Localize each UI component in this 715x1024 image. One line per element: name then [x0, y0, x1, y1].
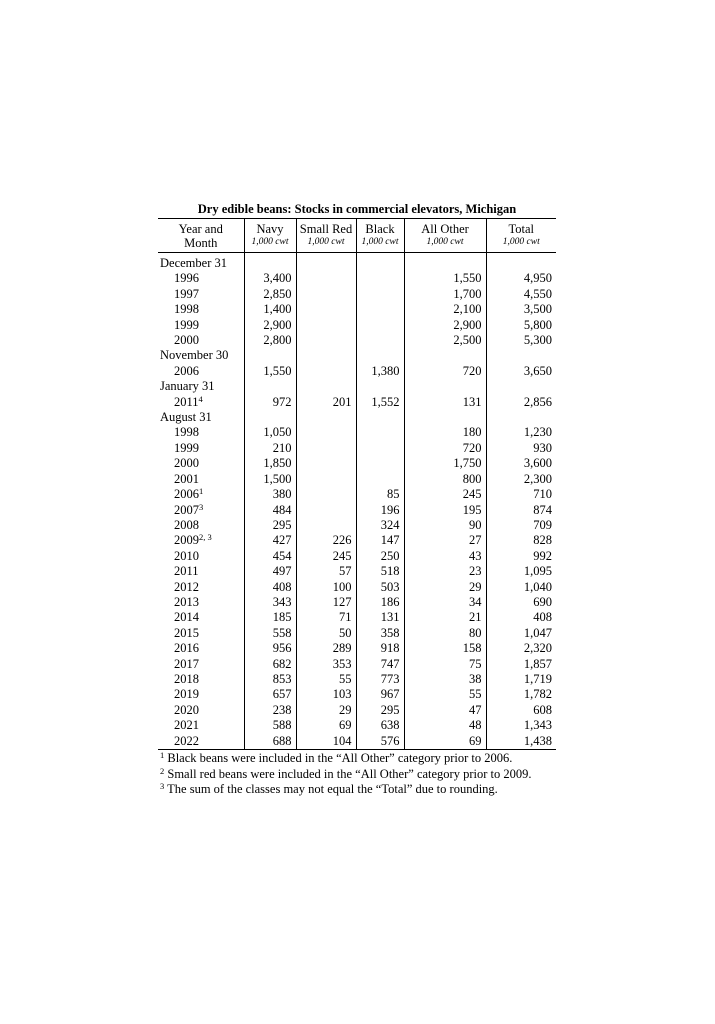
footnote — [158, 782, 556, 798]
small-red-cell: 71 — [296, 610, 356, 625]
total-cell: 1,040 — [486, 580, 556, 595]
small-red-cell: 226 — [296, 533, 356, 548]
all-other-cell: 720 — [404, 441, 486, 456]
empty-cell — [296, 379, 356, 394]
year-label: 2014 — [174, 610, 199, 625]
all-other-cell: 720 — [404, 364, 486, 379]
total-cell: 1,230 — [486, 425, 556, 440]
year-cell — [158, 487, 244, 502]
header-year-month: Year and Month — [158, 219, 244, 253]
navy-cell: 497 — [244, 564, 296, 579]
all-other-cell: 48 — [404, 718, 486, 733]
black-cell — [356, 287, 404, 302]
table-row — [158, 533, 556, 548]
navy-cell: 454 — [244, 549, 296, 564]
small-red-cell: 201 — [296, 395, 356, 410]
year-label: 2001 — [174, 471, 199, 486]
year-cell — [158, 672, 244, 687]
small-red-cell — [296, 287, 356, 302]
all-other-cell: 80 — [404, 626, 486, 641]
year-cell — [158, 472, 244, 487]
navy-cell: 1,400 — [244, 302, 296, 317]
year-cell — [158, 734, 244, 750]
empty-cell — [404, 348, 486, 363]
year-cell — [158, 687, 244, 702]
total-cell: 1,719 — [486, 672, 556, 687]
footnote-number: 2 — [160, 765, 165, 776]
total-cell: 709 — [486, 518, 556, 533]
table-title: Dry edible beans: Stocks in commercial elevators, Michigan — [197, 202, 517, 216]
year-cell — [158, 564, 244, 579]
unit-label: 1,000 cwt — [307, 237, 345, 247]
black-cell: 324 — [356, 518, 404, 533]
year-cell — [158, 718, 244, 733]
small-red-cell: 353 — [296, 657, 356, 672]
table-row — [158, 503, 556, 518]
black-cell: 503 — [356, 580, 404, 595]
stocks-table — [158, 218, 556, 750]
total-cell: 4,950 — [486, 271, 556, 286]
year-label: 2007 — [174, 502, 199, 517]
group-label: November 30 — [160, 348, 229, 363]
navy-cell: 588 — [244, 718, 296, 733]
small-red-cell — [296, 456, 356, 471]
table-row — [158, 595, 556, 610]
empty-cell — [356, 348, 404, 363]
total-cell: 5,300 — [486, 333, 556, 348]
table-row — [158, 333, 556, 348]
total-cell: 3,650 — [486, 364, 556, 379]
black-cell: 250 — [356, 549, 404, 564]
unit-label: 1,000 cwt — [502, 237, 540, 247]
navy-cell: 682 — [244, 657, 296, 672]
navy-cell: 558 — [244, 626, 296, 641]
navy-cell: 1,850 — [244, 456, 296, 471]
table-row — [158, 425, 556, 440]
empty-cell — [486, 348, 556, 363]
all-other-cell: 21 — [404, 610, 486, 625]
empty-cell — [404, 379, 486, 394]
year-label: 2012 — [174, 579, 199, 594]
table-row — [158, 672, 556, 687]
footnote — [158, 751, 556, 767]
empty-cell — [244, 379, 296, 394]
all-other-cell: 34 — [404, 595, 486, 610]
small-red-cell: 69 — [296, 718, 356, 733]
navy-cell: 956 — [244, 641, 296, 656]
black-cell: 576 — [356, 734, 404, 750]
small-red-cell — [296, 302, 356, 317]
table-row — [158, 626, 556, 641]
navy-cell: 657 — [244, 687, 296, 702]
year-label: 2013 — [174, 594, 199, 609]
small-red-cell — [296, 503, 356, 518]
group-label: December 31 — [160, 256, 227, 270]
navy-cell: 1,550 — [244, 364, 296, 379]
footnote-mark: 1 — [199, 486, 204, 497]
black-cell: 186 — [356, 595, 404, 610]
black-cell — [356, 333, 404, 348]
black-cell — [356, 318, 404, 333]
year-cell — [158, 456, 244, 471]
year-cell — [158, 271, 244, 286]
all-other-cell: 2,500 — [404, 333, 486, 348]
all-other-cell: 55 — [404, 687, 486, 702]
header-black: Black 1,000 cwt — [356, 219, 404, 253]
table-row — [158, 518, 556, 533]
small-red-cell — [296, 271, 356, 286]
total-cell: 992 — [486, 549, 556, 564]
group-row — [158, 348, 556, 363]
unit-label: 1,000 cwt — [251, 237, 289, 247]
all-other-cell: 158 — [404, 641, 486, 656]
header-row — [158, 219, 556, 253]
year-label: 2008 — [174, 517, 199, 532]
navy-cell: 1,050 — [244, 425, 296, 440]
small-red-cell: 100 — [296, 580, 356, 595]
total-cell: 1,438 — [486, 734, 556, 750]
all-other-cell: 38 — [404, 672, 486, 687]
empty-cell — [404, 253, 486, 272]
table-row — [158, 687, 556, 702]
table-row — [158, 641, 556, 656]
black-cell — [356, 441, 404, 456]
black-cell: 518 — [356, 564, 404, 579]
table-body — [158, 253, 556, 750]
black-cell: 918 — [356, 641, 404, 656]
navy-cell: 972 — [244, 395, 296, 410]
header-navy: Navy 1,000 cwt — [244, 219, 296, 253]
table-row — [158, 472, 556, 487]
table-row — [158, 703, 556, 718]
all-other-cell: 1,700 — [404, 287, 486, 302]
year-label: 1997 — [174, 286, 199, 301]
black-cell: 967 — [356, 687, 404, 702]
black-cell: 1,552 — [356, 395, 404, 410]
empty-cell — [296, 410, 356, 425]
black-cell: 147 — [356, 533, 404, 548]
total-cell: 710 — [486, 487, 556, 502]
year-label: 2022 — [174, 733, 199, 748]
total-cell: 2,856 — [486, 395, 556, 410]
all-other-cell: 245 — [404, 487, 486, 502]
small-red-cell: 103 — [296, 687, 356, 702]
empty-cell — [486, 410, 556, 425]
year-cell — [158, 549, 244, 564]
navy-cell: 3,400 — [244, 271, 296, 286]
year-label: 1996 — [174, 271, 199, 286]
small-red-cell — [296, 472, 356, 487]
footnote-mark: 4 — [198, 393, 203, 404]
black-cell: 638 — [356, 718, 404, 733]
year-cell — [158, 287, 244, 302]
black-cell — [356, 302, 404, 317]
navy-cell: 1,500 — [244, 472, 296, 487]
footnote-mark: 2, 3 — [199, 532, 212, 543]
year-cell — [158, 610, 244, 625]
navy-cell: 2,850 — [244, 287, 296, 302]
navy-cell: 2,800 — [244, 333, 296, 348]
all-other-cell: 2,100 — [404, 302, 486, 317]
all-other-cell: 2,900 — [404, 318, 486, 333]
group-row — [158, 410, 556, 425]
all-other-cell: 27 — [404, 533, 486, 548]
total-cell: 408 — [486, 610, 556, 625]
table-row — [158, 441, 556, 456]
total-cell: 608 — [486, 703, 556, 718]
all-other-cell: 195 — [404, 503, 486, 518]
total-cell: 690 — [486, 595, 556, 610]
table-row — [158, 456, 556, 471]
year-cell — [158, 302, 244, 317]
navy-cell: 238 — [244, 703, 296, 718]
empty-cell — [356, 379, 404, 394]
table-row — [158, 302, 556, 317]
year-cell — [158, 533, 244, 548]
year-label: 2018 — [174, 671, 199, 686]
year-label: 1998 — [174, 425, 199, 440]
total-cell: 828 — [486, 533, 556, 548]
empty-cell — [486, 379, 556, 394]
year-label: 2011 — [174, 564, 199, 579]
group-label: August 31 — [160, 410, 212, 425]
navy-cell: 210 — [244, 441, 296, 456]
empty-cell — [356, 253, 404, 272]
empty-cell — [296, 348, 356, 363]
year-cell — [158, 395, 244, 410]
group-row — [158, 379, 556, 394]
navy-cell: 484 — [244, 503, 296, 518]
black-cell: 85 — [356, 487, 404, 502]
total-cell: 1,095 — [486, 564, 556, 579]
header-all-other: All Other 1,000 cwt — [404, 219, 486, 253]
year-label: 2020 — [174, 702, 199, 717]
total-cell: 1,782 — [486, 687, 556, 702]
table-row — [158, 271, 556, 286]
header-small-red: Small Red 1,000 cwt — [296, 219, 356, 253]
all-other-cell: 90 — [404, 518, 486, 533]
navy-cell: 185 — [244, 610, 296, 625]
year-cell — [158, 425, 244, 440]
navy-cell: 853 — [244, 672, 296, 687]
all-other-cell: 180 — [404, 425, 486, 440]
year-label: 2006 — [174, 363, 199, 378]
small-red-cell: 245 — [296, 549, 356, 564]
all-other-cell: 29 — [404, 580, 486, 595]
black-cell — [356, 472, 404, 487]
footnote-number: 1 — [160, 750, 165, 760]
small-red-cell — [296, 425, 356, 440]
table-row — [158, 610, 556, 625]
footnote-text: The sum of the classes may not equal the “Total” due to rounding. — [167, 782, 498, 796]
all-other-cell: 1,550 — [404, 271, 486, 286]
footnote-text: Small red beans were included in the “All Other” category prior to 2009. — [167, 766, 532, 781]
table-row — [158, 734, 556, 750]
black-cell: 747 — [356, 657, 404, 672]
year-label: 2000 — [174, 333, 199, 348]
small-red-cell: 289 — [296, 641, 356, 656]
total-cell: 2,320 — [486, 641, 556, 656]
small-red-cell — [296, 518, 356, 533]
year-label: 2019 — [174, 687, 199, 702]
year-cell — [158, 333, 244, 348]
footnote — [158, 767, 556, 783]
year-cell — [158, 657, 244, 672]
navy-cell: 343 — [244, 595, 296, 610]
year-cell — [158, 318, 244, 333]
total-cell: 1,047 — [486, 626, 556, 641]
all-other-cell: 800 — [404, 472, 486, 487]
table-row — [158, 318, 556, 333]
black-cell: 196 — [356, 503, 404, 518]
small-red-cell — [296, 441, 356, 456]
all-other-cell: 1,750 — [404, 456, 486, 471]
header-total: Total 1,000 cwt — [486, 219, 556, 253]
black-cell: 358 — [356, 626, 404, 641]
black-cell — [356, 271, 404, 286]
navy-cell: 2,900 — [244, 318, 296, 333]
year-cell — [158, 626, 244, 641]
all-other-cell: 23 — [404, 564, 486, 579]
small-red-cell: 57 — [296, 564, 356, 579]
black-cell — [356, 425, 404, 440]
navy-cell: 408 — [244, 580, 296, 595]
table-row — [158, 364, 556, 379]
total-cell: 2,300 — [486, 472, 556, 487]
empty-cell — [244, 410, 296, 425]
table-row — [158, 395, 556, 410]
total-cell: 4,550 — [486, 287, 556, 302]
year-label: 1999 — [174, 440, 199, 455]
empty-cell — [486, 253, 556, 272]
year-label: 2009 — [174, 533, 199, 548]
year-cell — [158, 595, 244, 610]
small-red-cell — [296, 487, 356, 502]
all-other-cell: 43 — [404, 549, 486, 564]
navy-cell: 427 — [244, 533, 296, 548]
year-cell — [158, 703, 244, 718]
navy-cell: 688 — [244, 734, 296, 750]
black-cell: 773 — [356, 672, 404, 687]
small-red-cell: 55 — [296, 672, 356, 687]
year-label: 2021 — [174, 718, 199, 733]
black-cell — [356, 456, 404, 471]
empty-cell — [404, 410, 486, 425]
table-row — [158, 580, 556, 595]
total-cell: 1,857 — [486, 657, 556, 672]
footnote-text: Black beans were included in the “All Other” category prior to 2006. — [167, 751, 513, 765]
small-red-cell — [296, 333, 356, 348]
empty-cell — [244, 253, 296, 272]
small-red-cell: 127 — [296, 595, 356, 610]
small-red-cell: 104 — [296, 734, 356, 750]
year-cell — [158, 641, 244, 656]
year-label: 2010 — [174, 548, 199, 563]
year-label: 1998 — [174, 302, 199, 317]
table-row — [158, 718, 556, 733]
small-red-cell: 50 — [296, 626, 356, 641]
black-cell: 295 — [356, 703, 404, 718]
total-cell: 5,800 — [486, 318, 556, 333]
small-red-cell — [296, 364, 356, 379]
small-red-cell — [296, 318, 356, 333]
navy-cell: 295 — [244, 518, 296, 533]
total-cell: 874 — [486, 503, 556, 518]
table-row — [158, 287, 556, 302]
small-red-cell: 29 — [296, 703, 356, 718]
year-cell — [158, 364, 244, 379]
year-cell — [158, 518, 244, 533]
year-cell — [158, 441, 244, 456]
year-cell — [158, 580, 244, 595]
all-other-cell: 69 — [404, 734, 486, 750]
year-label: 2017 — [174, 656, 199, 671]
year-label: 2006 — [174, 487, 199, 502]
stocks-table-container — [158, 200, 556, 798]
year-label: 2000 — [174, 456, 199, 471]
footnote-mark: 3 — [199, 501, 204, 512]
footnote-number: 3 — [160, 781, 165, 791]
empty-cell — [356, 410, 404, 425]
table-row — [158, 564, 556, 579]
table-row — [158, 549, 556, 564]
black-cell: 131 — [356, 610, 404, 625]
total-cell: 3,600 — [486, 456, 556, 471]
navy-cell: 380 — [244, 487, 296, 502]
group-row — [158, 253, 556, 272]
year-label: 2015 — [174, 625, 199, 640]
year-label: 2016 — [174, 641, 199, 656]
all-other-cell: 131 — [404, 395, 486, 410]
total-cell: 3,500 — [486, 302, 556, 317]
year-label: 1999 — [174, 317, 199, 332]
group-label: January 31 — [160, 379, 215, 394]
unit-label: 1,000 cwt — [361, 237, 399, 247]
year-label: 2011 — [174, 394, 199, 409]
black-cell: 1,380 — [356, 364, 404, 379]
table-row — [158, 487, 556, 502]
table-row — [158, 657, 556, 672]
footnotes — [158, 751, 556, 798]
all-other-cell: 47 — [404, 703, 486, 718]
year-cell — [158, 503, 244, 518]
all-other-cell: 75 — [404, 657, 486, 672]
empty-cell — [244, 348, 296, 363]
empty-cell — [296, 253, 356, 272]
total-cell: 1,343 — [486, 718, 556, 733]
unit-label: 1,000 cwt — [426, 237, 464, 247]
total-cell: 930 — [486, 441, 556, 456]
